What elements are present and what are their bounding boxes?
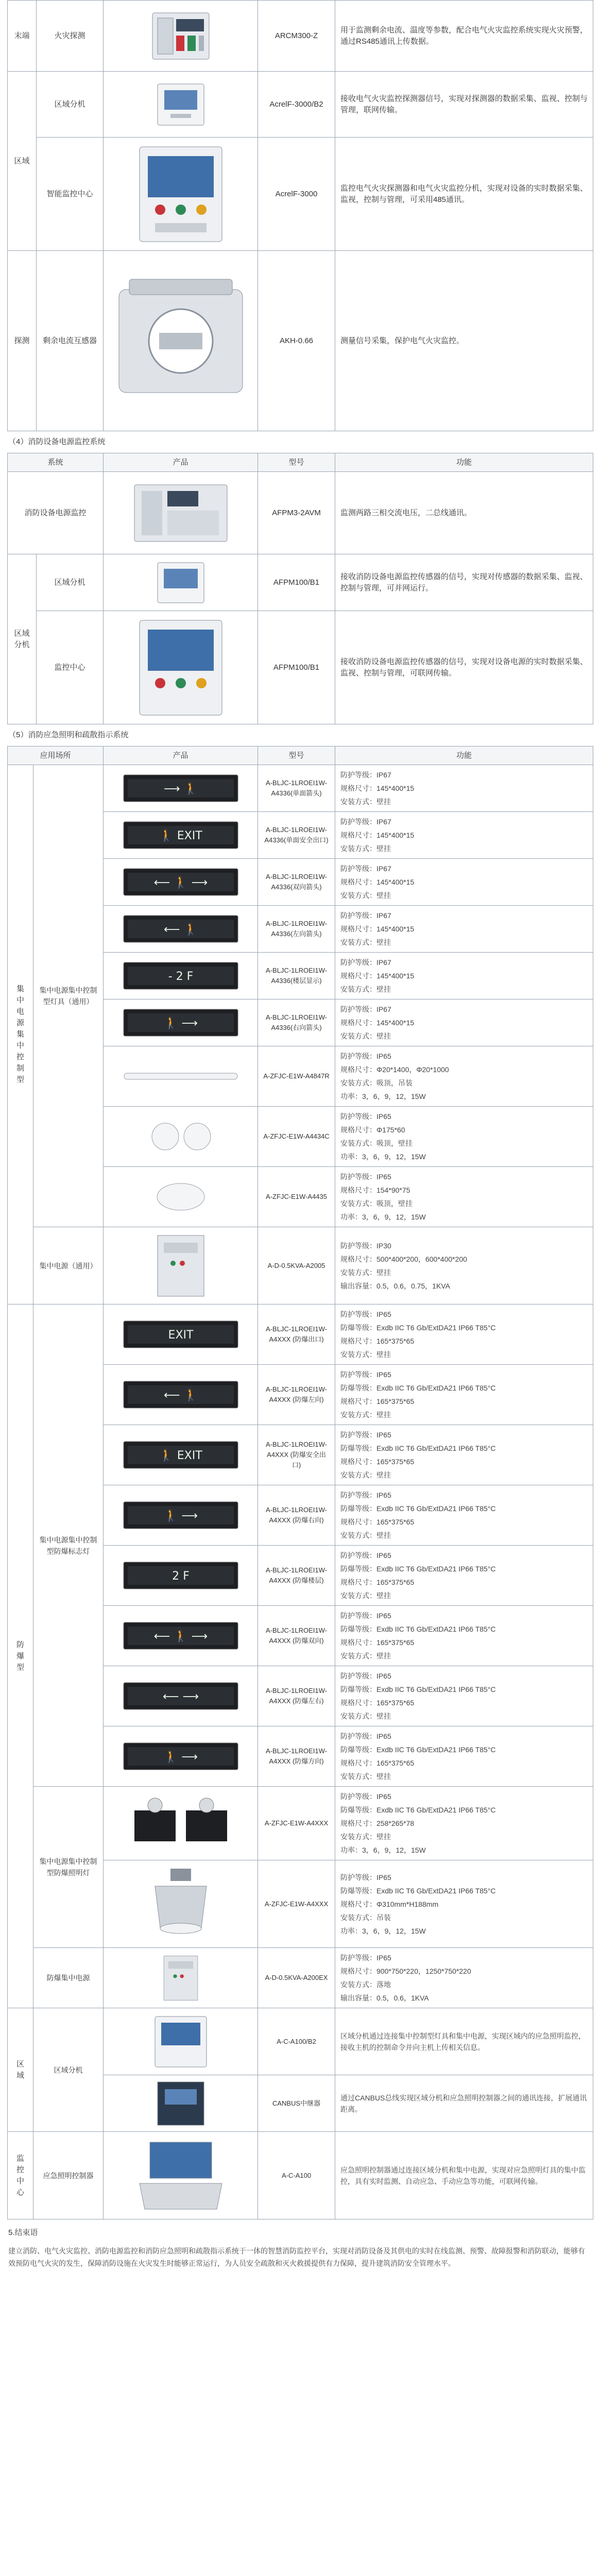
s3-spec-line: 规格尺寸：165*375*65 [340, 1759, 415, 1767]
s3-spec-line: 安装方式：壁挂 [340, 985, 391, 993]
s3-product-image [104, 1860, 258, 1948]
s3-spec-line: 安装方式：壁挂 [340, 1268, 391, 1277]
s3-model: A-ZFJC-E1W-A4XXX [258, 1860, 335, 1948]
s3-product-image [104, 1107, 258, 1167]
s3-spec-line: 防爆等级：Exdb IIC T6 Gb/ExtDA21 IP66 T85°C [340, 1384, 496, 1392]
svg-text:🚶 ⟶: 🚶 ⟶ [163, 1751, 198, 1764]
s3-spec-line: 规格尺寸：Φ175*60 [340, 1126, 405, 1134]
s3-model: A-BLJC-1LROEI1W-A4336(楼层显示) [258, 953, 335, 999]
s3-spec-line: 规格尺寸：165*375*65 [340, 1518, 415, 1526]
s3-spec-line: 规格尺寸：165*375*65 [340, 1397, 415, 1405]
s3-spec-line: 防护等级：IP65 [340, 1732, 391, 1740]
s3-spec-line: 应急照明控制器通过连接区域分机和集中电源，实现对应急照明灯具的集中监控，具有实时监测、自动应急、手动应急等功能，可联网传输。 [340, 2165, 586, 2185]
s2-image-1 [104, 472, 258, 554]
s3-spec-line: 防爆等级：Exdb IIC T6 Gb/ExtDA21 IP66 T85°C [340, 1886, 496, 1895]
bottom-title: 5.结束语 [8, 2228, 38, 2237]
section3-table [7, 746, 593, 2219]
s3-spec [335, 765, 593, 812]
s3-header-model: 型号 [258, 747, 335, 765]
section2-title: （4）消防设备电源监控系统 [8, 437, 106, 446]
s3-spec-line: 规格尺寸：258*265*78 [340, 1819, 415, 1827]
s2-name-3: 监控中心 [37, 611, 104, 724]
s3-group-label: 集中电源集中控制型 [8, 765, 33, 1304]
s3-model: A-C-A100 [258, 2132, 335, 2219]
s3-model: A-ZFJC-E1W-A4XXX [258, 1787, 335, 1860]
s3-model: A-ZFJC-E1W-A4435 [258, 1167, 335, 1227]
svg-text:⟵ 🚶 ⟶: ⟵ 🚶 ⟶ [153, 1630, 208, 1643]
s3-spec [335, 1046, 593, 1107]
s3-row [8, 1227, 593, 1304]
s3-spec [335, 1365, 593, 1425]
s3-spec-line: 防爆等级：Exdb IIC T6 Gb/ExtDA21 IP66 T85°C [340, 1685, 496, 1693]
s3-spec-line: 功率：3，6，9，12，15W [340, 1092, 426, 1100]
s3-product-image [104, 1485, 258, 1546]
svg-text:- 2 F: - 2 F [168, 970, 193, 983]
s3-spec-line: 防爆等级：Exdb IIC T6 Gb/ExtDA21 IP66 T85°C [340, 1324, 496, 1332]
s2-image-2 [104, 554, 258, 611]
s3-product-image [104, 1606, 258, 1666]
s3-spec-line: 规格尺寸：165*375*65 [340, 1638, 415, 1647]
s3-product-image [104, 2008, 258, 2075]
s3-spec-line: 区域分机通过连接集中控制型灯具和集中电源，实现区域内的应急照明监控，接收主机的控制命令并向主机上传相关信息。 [340, 2031, 586, 2052]
s3-product-image [104, 1948, 258, 2008]
s1-desc-2: 接收电气火灾监控探测器信号，实现对探测器的数据采集、监视、控制与管理，联网传输。 [335, 72, 593, 138]
s3-row [8, 2132, 593, 2219]
s2-model-2: AFPM100/B1 [258, 554, 335, 611]
svg-text:2 F: 2 F [172, 1570, 190, 1583]
s3-model: A-ZFJC-E1W-A4847R [258, 1046, 335, 1107]
s3-subgroup-label: 集中电源集中控制型防爆标志灯 [33, 1304, 104, 1787]
s1-name-3: 智能监控中心 [37, 138, 104, 251]
s1-name-2: 区域分机 [37, 72, 104, 138]
s3-subgroup-label: 集中电源集中控制型灯具（通用） [33, 765, 104, 1227]
s3-spec-line: 安装方式：壁挂 [340, 1591, 391, 1600]
s3-spec-line: 安装方式：壁挂 [340, 1712, 391, 1720]
s3-spec-line: 安装方式：壁挂 [340, 891, 391, 900]
s3-spec-line: 安装方式：落地 [340, 1980, 391, 1989]
s3-spec [335, 953, 593, 999]
s3-product-image [104, 1666, 258, 1726]
s3-spec-line: 防护等级：IP65 [340, 1873, 391, 1882]
s3-model: A-BLJC-1LROEI1W-A4XXX (防爆方向) [258, 1726, 335, 1787]
s3-spec-line: 通过CANBUS总线实现区域分机和应急照明控制器之间的通讯连接，扩展通讯距离。 [340, 2093, 587, 2113]
s3-spec-line: 安装方式：吸顶，吊装 [340, 1079, 413, 1087]
s3-header-place: 应用场所 [8, 747, 104, 765]
s3-spec-line: 防护等级：IP67 [340, 911, 391, 920]
s1-cat-4: 探测 [8, 251, 37, 431]
s3-spec [335, 1485, 593, 1546]
s3-spec [335, 1546, 593, 1606]
s3-spec-line: 输出容量：0.5，0.6，0.75，1KVA [340, 1281, 450, 1290]
s3-header-function: 功能 [335, 747, 593, 765]
s3-spec [335, 2008, 593, 2075]
s3-spec-line: 防护等级：IP65 [340, 1954, 391, 1962]
s1-name-4: 剩余电流互感器 [37, 251, 104, 431]
svg-text:⟵ 🚶: ⟵ 🚶 [163, 923, 198, 936]
s3-model: A-BLJC-1LROEI1W-A4XXX (防爆左向) [258, 1365, 335, 1425]
s3-product-image [104, 1425, 258, 1485]
s3-model: A-BLJC-1LROEI1W-A4336(双向箭头) [258, 859, 335, 906]
s3-subgroup-label: 集中电源集中控制型防爆照明灯 [33, 1787, 104, 1948]
s1-image-1 [104, 1, 258, 72]
svg-text:⟵ 🚶: ⟵ 🚶 [163, 1389, 198, 1402]
s2-name-2: 区域分机 [37, 554, 104, 611]
s3-row [8, 1948, 593, 2008]
s3-spec [335, 1425, 593, 1485]
s3-spec-line: 功率：3，6，9，12，15W [340, 1846, 426, 1854]
s3-spec-line: 安装方式：壁挂 [340, 1471, 391, 1479]
s3-subgroup-label: 区域分机 [33, 2008, 104, 2132]
s3-product-image [104, 953, 258, 999]
s1-desc-3: 监控电气火灾探测器和电气火灾监控分机，实现对设备的实时数据采集、监视，控制与管理，可采用485通讯。 [335, 138, 593, 251]
s3-model: A-BLJC-1LROEI1W-A4336(右向箭头) [258, 999, 335, 1046]
s2-header-system: 系统 [8, 453, 104, 472]
s2-model-1: AFPM3-2AVM [258, 472, 335, 554]
s3-product-image [104, 906, 258, 953]
svg-text:🚶 EXIT: 🚶 EXIT [159, 1449, 202, 1462]
s3-spec-line: 功率：3，6，9，12，15W [340, 1153, 426, 1161]
s3-spec-line: 防护等级：IP67 [340, 771, 391, 779]
s3-spec-line: 防护等级：IP65 [340, 1551, 391, 1560]
s3-spec-line: 防护等级：IP67 [340, 865, 391, 873]
s2-system-1: 消防设备电源监控 [8, 472, 104, 554]
s3-product-image [104, 2075, 258, 2132]
s3-spec [335, 1948, 593, 2008]
svg-text:🚶 ⟶: 🚶 ⟶ [163, 1510, 198, 1522]
s3-spec-line: 安装方式：壁挂 [340, 1772, 391, 1781]
s3-product-image [104, 1546, 258, 1606]
s3-model: A-BLJC-1LROEI1W-A4XXX (防爆楼层) [258, 1546, 335, 1606]
s3-spec [335, 1860, 593, 1948]
s3-row [8, 2008, 593, 2075]
s2-desc-3: 接收消防设备电源监控传感器的信号，实现对设备电源的实时数据采集、监视、控制与管理，可联网传输。 [335, 611, 593, 724]
s3-spec [335, 1107, 593, 1167]
s3-spec [335, 1167, 593, 1227]
s3-product-image [104, 765, 258, 812]
s3-spec-line: 规格尺寸：154*90*75 [340, 1186, 410, 1194]
s3-model: CANBUS中继器 [258, 2075, 335, 2132]
s3-model: A-BLJC-1LROEI1W-A4336(单面箭头) [258, 765, 335, 812]
s3-model: A-BLJC-1LROEI1W-A4336(单面安全出口) [258, 812, 335, 859]
section1-table [7, 0, 593, 431]
s2-image-3 [104, 611, 258, 724]
s3-spec-line: 防护等级：IP65 [340, 1491, 391, 1499]
s1-model-1: ARCM300-Z [258, 1, 335, 72]
s3-spec-line: 防护等级：IP30 [340, 1241, 391, 1250]
s3-spec-line: 安装方式：壁挂 [340, 798, 391, 806]
s3-product-image [104, 859, 258, 906]
s3-spec-line: 规格尺寸：500*400*200，600*400*200 [340, 1255, 467, 1263]
s3-product-image [104, 1167, 258, 1227]
s3-spec [335, 999, 593, 1046]
s3-spec-line: 安装方式：壁挂 [340, 1411, 391, 1419]
s3-spec [335, 1304, 593, 1365]
s3-model: A-BLJC-1LROEI1W-A4XXX (防爆双向) [258, 1606, 335, 1666]
s1-image-4 [104, 251, 258, 431]
s3-spec [335, 1787, 593, 1860]
s3-spec-line: 规格尺寸：165*375*65 [340, 1578, 415, 1586]
s3-spec-line: 输出容量：0.5，0.6，1KVA [340, 1994, 429, 2002]
s3-product-image [104, 1304, 258, 1365]
s3-spec-line: 规格尺寸：900*750*220，1250*750*220 [340, 1967, 471, 1975]
s3-spec [335, 906, 593, 953]
svg-text:⟵ 🚶 ⟶: ⟵ 🚶 ⟶ [153, 876, 208, 889]
s1-desc-4: 测量信号采集，保护电气火灾监控。 [335, 251, 593, 431]
s3-spec-line: 防护等级：IP67 [340, 1005, 391, 1013]
bottom-text: 建立消防、电气火灾监控、消防电源监控和消防应急照明和疏散指示系统于一体的智慧消防监控平台，实现对消防设备及其供电的实时在线监测、预警、故障报警和消防联动，能够有效预防电气火灾的发生，保障消防设施在火灾发生时能够正常运行，为人员安全疏散和灭火救援提供有力保障，提升建筑消防安全管理水平。 [8, 2247, 585, 2267]
document-body [7, 0, 593, 2269]
s3-spec-line: 防爆等级：Exdb IIC T6 Gb/ExtDA21 IP66 T85°C [340, 1806, 496, 1814]
s3-spec-line: 安装方式：壁挂 [340, 938, 391, 946]
s3-spec-line: 防爆等级：Exdb IIC T6 Gb/ExtDA21 IP66 T85°C [340, 1745, 496, 1754]
s2-header-product: 产品 [104, 453, 258, 472]
s3-product-image [104, 1726, 258, 1787]
s3-spec-line: 防爆等级：Exdb IIC T6 Gb/ExtDA21 IP66 T85°C [340, 1504, 496, 1513]
s3-spec [335, 1227, 593, 1304]
s3-spec-line: 防护等级：IP65 [340, 1792, 391, 1801]
s2-model-3: AFPM100/B1 [258, 611, 335, 724]
s3-spec [335, 859, 593, 906]
s3-spec-line: 防护等级：IP65 [340, 1310, 391, 1318]
s3-spec-line: 防护等级：IP65 [340, 1173, 391, 1181]
s3-model: A-ZFJC-E1W-A4434C [258, 1107, 335, 1167]
section2-table [7, 453, 593, 724]
s3-product-image [104, 1227, 258, 1304]
s3-product-image [104, 812, 258, 859]
s3-spec-line: 规格尺寸：Φ310mm*H188mm [340, 1900, 439, 1908]
s3-spec-line: 规格尺寸：145*400*15 [340, 1019, 415, 1027]
s3-spec-line: 防护等级：IP67 [340, 958, 391, 967]
s3-spec-line: 安装方式：吸顶，壁挂 [340, 1139, 413, 1147]
s3-spec-line: 规格尺寸：Φ20*1400，Φ20*1000 [340, 1065, 449, 1074]
s3-product-image [104, 999, 258, 1046]
s3-row [8, 765, 593, 812]
s3-spec-line: 功率：3，6，9，12，15W [340, 1213, 426, 1221]
s3-spec-line: 防爆等级：Exdb IIC T6 Gb/ExtDA21 IP66 T85°C [340, 1565, 496, 1573]
s3-model: A-BLJC-1LROEI1W-A4XXX (防爆安全出口) [258, 1425, 335, 1485]
svg-text:🚶 EXIT: 🚶 EXIT [159, 829, 202, 842]
s3-spec-line: 防护等级：IP65 [340, 1672, 391, 1680]
s3-spec-line: 防爆等级：Exdb IIC T6 Gb/ExtDA21 IP66 T85°C [340, 1625, 496, 1633]
section3-title: （5）消防应急照明和疏散指示系统 [8, 731, 129, 739]
s1-name: 火灾探测 [37, 1, 104, 72]
s3-spec-line: 防护等级：IP65 [340, 1370, 391, 1379]
s3-spec-line: 安装方式：吊装 [340, 1913, 391, 1922]
s3-spec [335, 1666, 593, 1726]
s3-model: A-BLJC-1LROEI1W-A4336(左向箭头) [258, 906, 335, 953]
s3-spec-line: 规格尺寸：165*375*65 [340, 1458, 415, 1466]
s2-desc-2: 接收消防设备电源监控传感器的信号，实现对传感器的数据采集、监视、控制与管理，可并网运行。 [335, 554, 593, 611]
svg-text:⟶ 🚶: ⟶ 🚶 [163, 783, 198, 795]
s3-group-label: 防爆型 [8, 1304, 33, 2008]
s1-model-4: AKH-0.66 [258, 251, 335, 431]
s2-header-function: 功能 [335, 453, 593, 472]
s3-spec-line: 规格尺寸：145*400*15 [340, 972, 415, 980]
s3-subgroup-label: 防爆集中电源 [33, 1948, 104, 2008]
s2-header-model: 型号 [258, 453, 335, 472]
s3-product-image [104, 1787, 258, 1860]
svg-text:EXIT: EXIT [168, 1329, 193, 1342]
s3-spec-line: 安装方式：壁挂 [340, 844, 391, 853]
s3-model: A-BLJC-1LROEI1W-A4XXX (防爆左右) [258, 1666, 335, 1726]
s3-spec-line: 防护等级：IP65 [340, 1052, 391, 1060]
svg-text:🚶 ⟶: 🚶 ⟶ [163, 1017, 198, 1030]
s1-image-2 [104, 72, 258, 138]
s1-area: 区域 [8, 72, 37, 251]
s3-product-image [104, 2132, 258, 2219]
s3-spec-line: 安装方式：壁挂 [340, 1350, 391, 1359]
s3-model: A-C-A100/B2 [258, 2008, 335, 2075]
s1-desc-1: 用于监测剩余电流、温度等参数，配合电气火灾监控系统实现火灾预警，通过RS485通讯上传数据。 [335, 1, 593, 72]
s2-desc-1: 监测两路三相交流电压，二总线通讯。 [335, 472, 593, 554]
s3-spec-line: 安装方式：壁挂 [340, 1652, 391, 1660]
s3-spec-line: 安装方式：壁挂 [340, 1032, 391, 1040]
s3-spec-line: 防护等级：IP65 [340, 1112, 391, 1121]
s3-row [8, 1304, 593, 1365]
s3-spec-line: 防护等级：IP65 [340, 1612, 391, 1620]
s3-spec [335, 2075, 593, 2132]
s3-spec-line: 安装方式：吸顶，壁挂 [340, 1199, 413, 1208]
s3-model: A-D-0.5KVA-A2005 [258, 1227, 335, 1304]
s3-spec-line: 规格尺寸：145*400*15 [340, 784, 415, 792]
s3-spec-line: 规格尺寸：145*400*15 [340, 878, 415, 886]
s3-product-image [104, 1046, 258, 1107]
s3-spec-line: 规格尺寸：165*375*65 [340, 1337, 415, 1345]
s3-spec [335, 2132, 593, 2219]
s3-spec-line: 安装方式：壁挂 [340, 1531, 391, 1539]
s2-area: 区域分机 [8, 554, 37, 724]
s3-spec-line: 防爆等级：Exdb IIC T6 Gb/ExtDA21 IP66 T85°C [340, 1444, 496, 1452]
s1-image-3 [104, 138, 258, 251]
s3-model: A-D-0.5KVA-A200EX [258, 1948, 335, 2008]
s3-model: A-BLJC-1LROEI1W-A4XXX (防爆右向) [258, 1485, 335, 1546]
s3-row [8, 1787, 593, 1860]
s3-model: A-BLJC-1LROEI1W-A4XXX (防爆出口) [258, 1304, 335, 1365]
s3-group-label: 监控中心 [8, 2132, 33, 2219]
s3-spec-line: 规格尺寸：165*375*65 [340, 1699, 415, 1707]
s3-spec [335, 812, 593, 859]
s3-spec-line: 规格尺寸：145*400*15 [340, 831, 415, 839]
s3-spec-line: 安装方式：壁挂 [340, 1833, 391, 1841]
s3-spec-line: 规格尺寸：145*400*15 [340, 925, 415, 933]
s3-spec-line: 防护等级：IP65 [340, 1431, 391, 1439]
s3-spec-line: 防护等级：IP67 [340, 818, 391, 826]
s3-header-product: 产品 [104, 747, 258, 765]
s3-group-label: 区域 [8, 2008, 33, 2132]
s1-category: 末端 [8, 1, 37, 72]
s3-spec-line: 功率：3，6，9，12，15W [340, 1926, 426, 1935]
s3-product-image [104, 1365, 258, 1425]
s3-spec [335, 1726, 593, 1787]
svg-text:⟵ ⟶: ⟵ ⟶ [162, 1690, 199, 1703]
s3-subgroup-label: 集中电源（通用） [33, 1227, 104, 1304]
s3-spec [335, 1606, 593, 1666]
s1-model-3: AcrelF-3000 [258, 138, 335, 251]
s1-model-2: AcrelF-3000/B2 [258, 72, 335, 138]
s3-subgroup-label: 应急照明控制器 [33, 2132, 104, 2219]
